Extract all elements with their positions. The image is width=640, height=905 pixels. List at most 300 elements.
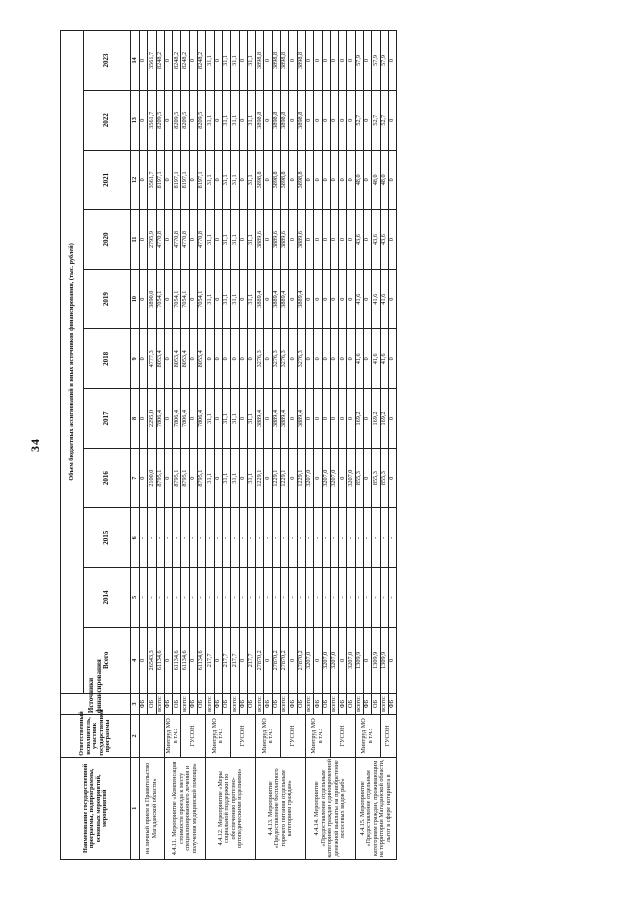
funding-value: 4770,8 — [173, 210, 181, 270]
funding-value: 0 — [305, 150, 313, 210]
funding-value: 0 — [239, 210, 247, 270]
funding-value: 41,6 — [355, 269, 363, 329]
funding-value: 3889,4 — [297, 269, 305, 329]
funding-value: 8209,5 — [198, 90, 206, 150]
page-number: 34 — [28, 438, 42, 452]
funding-value: - — [173, 508, 181, 568]
funding-value: 31,1 — [231, 31, 239, 91]
column-number: 12 — [131, 150, 140, 210]
funding-value: 0 — [189, 90, 197, 150]
funding-value: 0 — [214, 210, 222, 270]
funding-value: 0 — [164, 329, 172, 389]
funding-value: - — [222, 568, 230, 628]
funding-value: 41,6 — [355, 329, 363, 389]
funding-value: 0 — [239, 448, 247, 508]
funding-value: 8795,1 — [156, 448, 164, 508]
funding-source: ФБ — [364, 693, 372, 714]
funding-value: 52,7 — [355, 90, 363, 150]
funding-value: 8248,2 — [156, 31, 164, 91]
funding-value: 0 — [339, 150, 347, 210]
funding-value: - — [256, 508, 264, 568]
funding-value: 217,7 — [222, 627, 230, 693]
funding-value: 0 — [388, 90, 396, 150]
funding-value: - — [305, 508, 313, 568]
funding-value: 0 — [305, 389, 313, 449]
header-responsible: Ответственный исполнитель, участник государственной программы — [61, 715, 131, 758]
funding-value: 3207,0 — [347, 627, 355, 693]
funding-source: ФБ — [140, 693, 148, 714]
funding-value: 0 — [305, 269, 313, 329]
funding-value: 0 — [322, 389, 330, 449]
funding-value: 0 — [322, 329, 330, 389]
funding-value: 0 — [347, 329, 355, 389]
funding-value: - — [322, 568, 330, 628]
funding-value: - — [198, 508, 206, 568]
funding-value: 31,1 — [247, 269, 255, 329]
funding-value: 7054,1 — [198, 269, 206, 329]
table-row — [305, 31, 313, 860]
funding-value: - — [347, 568, 355, 628]
funding-value: 0 — [140, 210, 148, 270]
funding-value: 0 — [239, 269, 247, 329]
funding-value: 0 — [189, 389, 197, 449]
funding-value: 7806,4 — [156, 389, 164, 449]
funding-value: 0 — [189, 150, 197, 210]
funding-value: - — [198, 568, 206, 628]
funding-value: 0 — [322, 210, 330, 270]
column-numbers-row — [131, 31, 140, 860]
funding-value: 0 — [347, 150, 355, 210]
funding-source: ФБ — [289, 693, 297, 714]
funding-value: 31,1 — [231, 150, 239, 210]
funding-value: 0 — [189, 31, 197, 91]
funding-value: 0 — [305, 210, 313, 270]
funding-value: - — [372, 508, 380, 568]
funding-value: 0 — [364, 90, 372, 150]
funding-value: 0 — [164, 90, 172, 150]
funding-value: - — [314, 508, 322, 568]
funding-value: 0 — [330, 210, 338, 270]
funding-value: 0 — [214, 448, 222, 508]
funding-source: ОБ — [347, 693, 355, 714]
funding-value: 3898,8 — [281, 31, 289, 91]
funding-value: - — [364, 568, 372, 628]
funding-source: всего: — [281, 693, 289, 714]
funding-value: - — [140, 568, 148, 628]
funding-value: - — [297, 568, 305, 628]
funding-value: 0 — [140, 448, 148, 508]
funding-value: 0 — [388, 448, 396, 508]
funding-value: - — [222, 508, 230, 568]
funding-value: 0 — [164, 269, 172, 329]
funding-value: 0 — [330, 90, 338, 150]
funding-value: 31,1 — [206, 90, 214, 150]
funding-value: 0 — [339, 389, 347, 449]
funding-value: 8795,1 — [198, 448, 206, 508]
funding-value: - — [264, 508, 272, 568]
funding-value: 0 — [140, 329, 148, 389]
funding-value: 31,1 — [206, 31, 214, 91]
funding-value: 2100,0 — [148, 448, 156, 508]
funding-value: - — [272, 508, 280, 568]
funding-value: 0 — [364, 31, 372, 91]
funding-value: - — [181, 568, 189, 628]
funding-value: 2295,0 — [148, 389, 156, 449]
funding-value: 8197,1 — [173, 150, 181, 210]
funding-value: - — [388, 568, 396, 628]
funding-value: - — [330, 568, 338, 628]
funding-value: 0 — [222, 329, 230, 389]
funding-value: 0 — [314, 150, 322, 210]
funding-value: - — [289, 568, 297, 628]
funding-value: 31,1 — [247, 150, 255, 210]
funding-value: 4770,8 — [181, 210, 189, 270]
funding-value: 3890,0 — [148, 269, 156, 329]
funding-value: 855,3 — [380, 448, 388, 508]
column-number: 1 — [131, 757, 140, 859]
funding-value: 0 — [164, 210, 172, 270]
funding-value: 0 — [388, 389, 396, 449]
funding-value: 0 — [305, 90, 313, 150]
funding-table — [60, 30, 397, 860]
funding-value: - — [239, 508, 247, 568]
funding-value: 31,1 — [222, 269, 230, 329]
funding-value: 0 — [140, 90, 148, 150]
funding-source: ФБ — [214, 693, 222, 714]
funding-value: 3889,4 — [272, 269, 280, 329]
funding-value: 8197,1 — [181, 150, 189, 210]
funding-value: 0 — [339, 627, 347, 693]
funding-value: - — [189, 508, 197, 568]
funding-value: 3898,8 — [272, 150, 280, 210]
funding-value: 8053,4 — [156, 329, 164, 389]
funding-value: 3276,3 — [256, 329, 264, 389]
funding-value: 0 — [314, 627, 322, 693]
funding-value: 61134,6 — [181, 627, 189, 693]
funding-value: 31,1 — [222, 90, 230, 150]
year-header: 2014 — [84, 568, 131, 628]
funding-value: 0 — [330, 389, 338, 449]
funding-value: 8053,4 — [173, 329, 181, 389]
funding-value: 8795,1 — [173, 448, 181, 508]
funding-value: 0 — [339, 31, 347, 91]
funding-value: 48,0 — [372, 150, 380, 210]
column-number: 4 — [131, 627, 140, 693]
funding-value: 3898,8 — [256, 90, 264, 150]
funding-value: 31,1 — [206, 389, 214, 449]
funding-value: 61134,6 — [173, 627, 181, 693]
funding-value: 41,6 — [372, 329, 380, 389]
funding-value: 0 — [189, 448, 197, 508]
table-row — [206, 31, 214, 860]
funding-value: 3561,7 — [148, 150, 156, 210]
funding-value: 3207,0 — [330, 448, 338, 508]
funding-value: 0 — [330, 329, 338, 389]
funding-value: - — [364, 508, 372, 568]
funding-value: 0 — [305, 31, 313, 91]
funding-value: - — [239, 568, 247, 628]
funding-value: 0 — [339, 269, 347, 329]
funding-value: 0 — [164, 31, 172, 91]
funding-source: всего: — [231, 693, 239, 714]
funding-value: 8248,2 — [198, 31, 206, 91]
funding-value: 0 — [214, 31, 222, 91]
funding-value: - — [281, 508, 289, 568]
funding-value: 0 — [289, 269, 297, 329]
funding-value: - — [355, 568, 363, 628]
table-row — [181, 31, 189, 860]
column-number: 7 — [131, 448, 140, 508]
funding-source: ФБ — [239, 693, 247, 714]
column-number: 10 — [131, 269, 140, 329]
funding-value: 0 — [214, 90, 222, 150]
funding-value: 3889,4 — [256, 389, 264, 449]
funding-value: 0 — [339, 90, 347, 150]
funding-value: 0 — [339, 448, 347, 508]
funding-value: 7054,1 — [181, 269, 189, 329]
funding-value: 0 — [339, 329, 347, 389]
funding-value: 3207,0 — [322, 627, 330, 693]
funding-value: 3276,3 — [281, 329, 289, 389]
funding-value: 217,7 — [206, 627, 214, 693]
co-executor: ГУСОН — [181, 715, 206, 758]
funding-value: - — [330, 508, 338, 568]
year-header: 2021 — [84, 150, 131, 210]
funding-value: 3889,6 — [297, 210, 305, 270]
funding-value: 0 — [388, 627, 396, 693]
funding-value: - — [148, 568, 156, 628]
funding-value: 1229,1 — [272, 448, 280, 508]
funding-value: 8053,4 — [198, 329, 206, 389]
funding-value: 0 — [289, 329, 297, 389]
funding-value: - — [281, 568, 289, 628]
funding-value: 0 — [364, 150, 372, 210]
funding-value: 0 — [364, 269, 372, 329]
column-number: 9 — [131, 329, 140, 389]
funding-source: ОБ — [222, 693, 230, 714]
funding-value: 31,1 — [247, 90, 255, 150]
funding-value: 0 — [322, 269, 330, 329]
funding-value: - — [164, 568, 172, 628]
funding-value: 3898,8 — [297, 31, 305, 91]
funding-value: - — [148, 508, 156, 568]
funding-source: ФБ — [189, 693, 197, 714]
funding-source: ОБ — [272, 693, 280, 714]
funding-value: 31,1 — [206, 150, 214, 210]
funding-value: 0 — [322, 31, 330, 91]
funding-value: 31,1 — [206, 269, 214, 329]
funding-value: 0 — [347, 90, 355, 150]
funding-value: 3898,8 — [272, 90, 280, 150]
funding-value: 3561,7 — [148, 31, 156, 91]
funding-value: 3898,8 — [256, 150, 264, 210]
funding-value: 0 — [330, 269, 338, 329]
funding-value: - — [156, 508, 164, 568]
year-header: 2023 — [84, 31, 131, 91]
funding-value: - — [156, 568, 164, 628]
funding-value: - — [231, 508, 239, 568]
funding-value: 61134,6 — [156, 627, 164, 693]
funding-value: 31,1 — [247, 389, 255, 449]
funding-value: 1309,9 — [372, 627, 380, 693]
column-number: 11 — [131, 210, 140, 270]
funding-value: 3889,6 — [281, 210, 289, 270]
funding-value: 31,1 — [231, 269, 239, 329]
funding-value: 26543,3 — [148, 627, 156, 693]
funding-value: - — [164, 508, 172, 568]
funding-value: 0 — [289, 389, 297, 449]
funding-value: 57,9 — [380, 31, 388, 91]
funding-value: 41,6 — [380, 329, 388, 389]
table-row — [281, 31, 289, 860]
funding-value: 8197,1 — [198, 150, 206, 210]
funding-source: ОБ — [173, 693, 181, 714]
funding-value: 0 — [314, 210, 322, 270]
funding-source: всего: — [380, 693, 388, 714]
funding-value: 3561,7 — [148, 90, 156, 150]
funding-source: всего: — [206, 693, 214, 714]
funding-value: 43,6 — [380, 210, 388, 270]
funding-value: 27870,2 — [297, 627, 305, 693]
year-header: 2017 — [84, 389, 131, 449]
funding-value: 3898,8 — [281, 150, 289, 210]
funding-value: - — [181, 508, 189, 568]
funding-value: 27870,2 — [281, 627, 289, 693]
responsible-executor — [140, 715, 165, 758]
funding-value: - — [256, 568, 264, 628]
funding-value: 217,7 — [231, 627, 239, 693]
funding-source: всего: — [355, 693, 363, 714]
year-header: 2022 — [84, 90, 131, 150]
funding-value: 0 — [330, 150, 338, 210]
funding-value: 0 — [364, 448, 372, 508]
activity-name: 4.4.12. Мероприятие «Меры социальной поддержки по обеспечению протезно-ортопедическими изделиями» — [206, 757, 256, 859]
funding-value: 31,1 — [231, 448, 239, 508]
column-number: 8 — [131, 389, 140, 449]
funding-value: 0 — [239, 31, 247, 91]
funding-value: 8197,1 — [156, 150, 164, 210]
funding-value: 4770,8 — [198, 210, 206, 270]
funding-value: 0 — [140, 389, 148, 449]
funding-value: 8209,5 — [173, 90, 181, 150]
funding-value: - — [322, 508, 330, 568]
responsible-executor: Минтруд МО в т.ч.: — [305, 715, 330, 758]
funding-value: 0 — [247, 329, 255, 389]
funding-value: 1229,1 — [297, 448, 305, 508]
funding-value: 0 — [388, 329, 396, 389]
funding-value: 0 — [347, 269, 355, 329]
activity-name: 4.4.11. Мероприятие «Компенсация стоимости проезда к месту специализированного лечения и получения медицинской помощи» — [164, 757, 205, 859]
funding-value: 52,7 — [372, 90, 380, 150]
funding-value: 0 — [264, 627, 272, 693]
funding-value: 1229,1 — [256, 448, 264, 508]
funding-value: 3889,4 — [256, 269, 264, 329]
funding-value: 7806,4 — [198, 389, 206, 449]
funding-value: 8795,1 — [181, 448, 189, 508]
funding-value: 27870,2 — [272, 627, 280, 693]
funding-value: 31,1 — [222, 210, 230, 270]
funding-value: 4770,8 — [156, 210, 164, 270]
funding-value: - — [339, 508, 347, 568]
funding-value: 855,3 — [355, 448, 363, 508]
funding-value: 0 — [314, 90, 322, 150]
funding-value: 3898,8 — [272, 31, 280, 91]
responsible-executor: Минтруд МО в т.ч.: — [164, 715, 181, 758]
header-name: Наименование государственной программы, подпрограммы, основных мероприятий, мероприятий — [61, 757, 131, 859]
funding-value: 0 — [289, 210, 297, 270]
funding-value: 0 — [214, 627, 222, 693]
funding-source: ФБ — [388, 693, 396, 714]
table-row — [355, 31, 363, 860]
funding-value: 0 — [164, 389, 172, 449]
table-body — [140, 31, 397, 860]
funding-value: 0 — [264, 150, 272, 210]
funding-value: 0 — [140, 269, 148, 329]
funding-value: 52,7 — [380, 90, 388, 150]
funding-value: 0 — [347, 31, 355, 91]
funding-value: 0 — [364, 627, 372, 693]
table-row — [256, 31, 264, 860]
funding-value: 43,6 — [372, 210, 380, 270]
funding-source: всего: — [305, 693, 313, 714]
funding-value: 0 — [264, 448, 272, 508]
funding-value: - — [173, 568, 181, 628]
funding-value: 0 — [347, 389, 355, 449]
funding-value: 31,1 — [247, 210, 255, 270]
funding-value: 0 — [314, 448, 322, 508]
funding-value: 0 — [264, 210, 272, 270]
funding-value: - — [214, 568, 222, 628]
funding-value: 0 — [264, 90, 272, 150]
funding-value: 2795,9 — [148, 210, 156, 270]
funding-value: 7806,4 — [173, 389, 181, 449]
funding-value: 0 — [189, 627, 197, 693]
co-executor: ГУСОН — [330, 715, 355, 758]
funding-value: - — [214, 508, 222, 568]
funding-value: 0 — [388, 210, 396, 270]
funding-value: 7054,1 — [173, 269, 181, 329]
year-header: Всего — [84, 627, 131, 693]
funding-source: всего: — [256, 693, 264, 714]
column-number: 13 — [131, 90, 140, 150]
funding-value: 1229,1 — [281, 448, 289, 508]
funding-value: 0 — [189, 210, 197, 270]
funding-value: 3898,8 — [281, 90, 289, 150]
funding-value: 0 — [388, 269, 396, 329]
funding-source: ФБ — [264, 693, 272, 714]
activity-name: на личный прием в Правительство Магаданской области» — [140, 757, 165, 859]
funding-source: ОБ — [148, 693, 156, 714]
funding-value: 0 — [314, 329, 322, 389]
funding-value: 0 — [289, 90, 297, 150]
funding-source: ФБ — [164, 693, 172, 714]
funding-value: 0 — [364, 389, 372, 449]
funding-value: 0 — [305, 329, 313, 389]
funding-value: 31,1 — [247, 448, 255, 508]
table-row — [140, 31, 148, 860]
funding-source: ОБ — [247, 693, 255, 714]
funding-value: 0 — [214, 269, 222, 329]
funding-value: 3276,3 — [272, 329, 280, 389]
funding-value: - — [206, 568, 214, 628]
funding-value: 31,1 — [206, 448, 214, 508]
funding-value: 0 — [239, 329, 247, 389]
funding-value: 1309,9 — [380, 627, 388, 693]
funding-value: - — [339, 568, 347, 628]
co-executor: ГУСОН — [231, 715, 256, 758]
responsible-executor: Минтруд МО в т.ч.: — [206, 715, 231, 758]
funding-value: 0 — [239, 150, 247, 210]
